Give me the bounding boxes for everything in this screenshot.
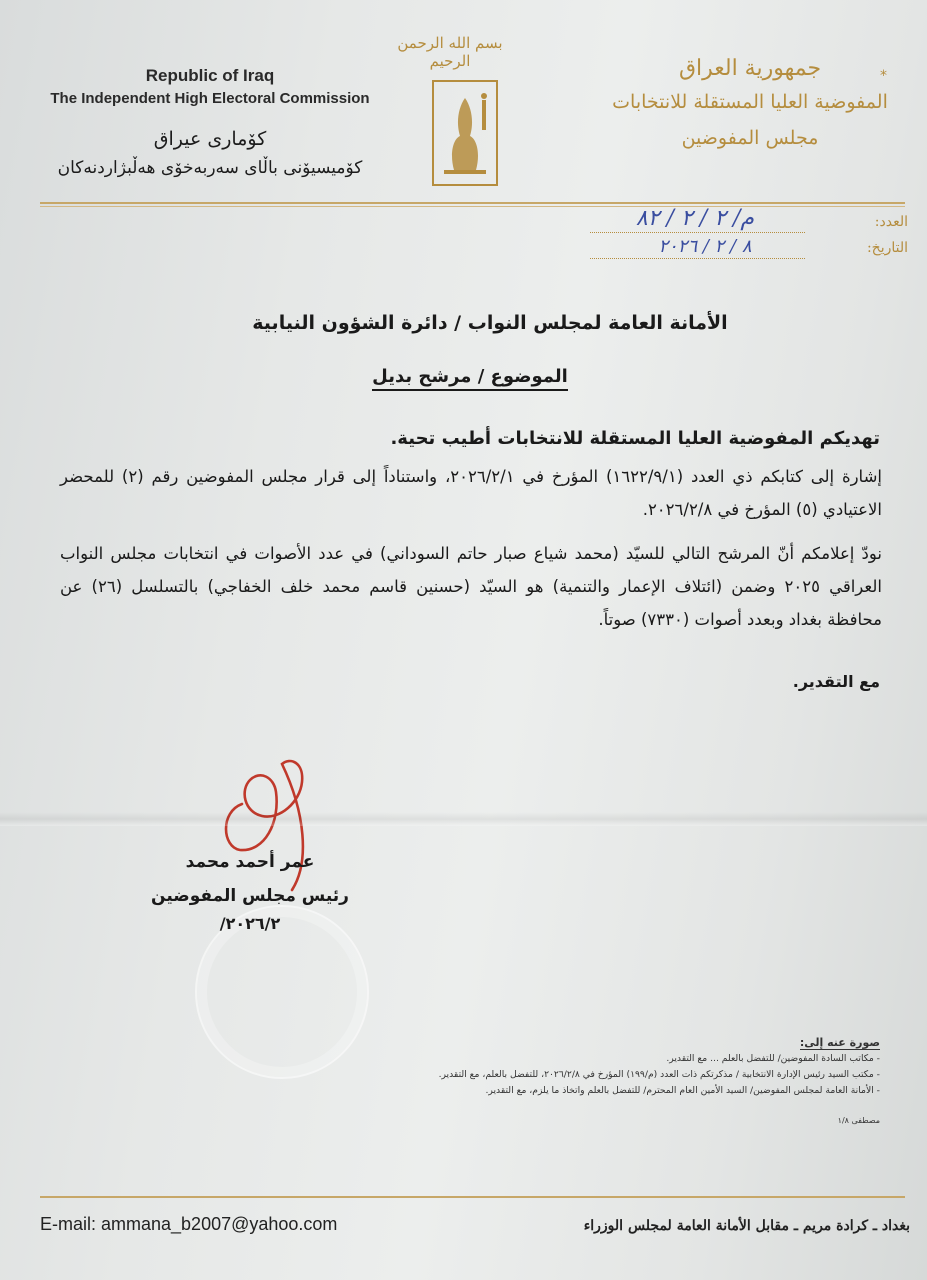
signer-title: رئيس مجلس المفوضين [151, 886, 349, 906]
copies-heading [560, 1036, 880, 1049]
ref-date-line [590, 258, 805, 259]
letterhead-english [40, 66, 380, 107]
copy-item: - الأمانة العامة لمجلس المفوضين/ السيد الأمين العام المحترم/ للتفضل بالعلم واتخاذ ما يلزم، مع التقدير. [485, 1085, 880, 1096]
council-name-ar: مجلس المفوضين [681, 127, 819, 149]
closing-regards: مع التقدير. [792, 672, 880, 691]
typist-initials: مصطفى ١/٨ [837, 1116, 880, 1125]
ref-number-label: العدد: [874, 214, 908, 230]
republic-name-kurdish: کۆماری عیراق [153, 128, 267, 150]
paragraph-announcement: نودّ إعلامكم أنّ المرشح التالي للسيّد (محمد شياع صبار حاتم السوداني) في عدد الأصوات في انتخابات مجلس النواب العراقي ٢٠٢٥ وضمن (ائتلاف الإعمار والتنمية) هو السيّد (حسنين قاسم محمد خلف الخفاجي) بالتسلسل (٢٦) عن محافظة بغداد وبعدد أصوات (٧٣٣٠) صوتاً. [60, 544, 882, 629]
commission-name-kurdish: کۆمیسیۆنی باڵای سەربەخۆی هەڵبژاردنەکان [57, 158, 363, 178]
subject [300, 366, 640, 387]
recipient: الأمانة العامة لمجلس النواب / دائرة الشؤون النيابية [252, 312, 728, 334]
ref-date-label: التاريخ: [866, 240, 908, 256]
greeting: تهديكم المفوضية العليا المستقلة للانتخابات أطيب تحية. [390, 428, 880, 449]
footer-divider [40, 1196, 905, 1198]
basmala: بسم الله الرحمن الرحيم [397, 34, 503, 70]
signature-date: ٢٠٢٦/٢/ [219, 914, 281, 933]
paper-fold [0, 812, 927, 826]
ref-number-value: م/ ٢ / ٢ / ٨٢ [635, 206, 755, 231]
signer-name: عمر أحمد محمد [185, 852, 315, 872]
copies-heading-text: صورة عنه إلى: [799, 1036, 880, 1049]
republic-name-en: Republic of Iraq [145, 66, 275, 85]
header-divider [40, 202, 905, 204]
republic-name-ar: جمهورية العراق [678, 56, 822, 81]
ref-date-value: ٨ / ٢ / ٢٠٢٦ [658, 236, 752, 257]
paragraph-reference: إشارة إلى كتابكم ذي العدد (١٦٢٢/٩/١) المؤرخ في ٢٠٢٦/٢/١، واستناداً إلى قرار مجلس المفوضين رقم (٢) للمحضر الاعتيادي (٥) المؤرخ في ٢٠٢٦/٢/٨. [60, 467, 882, 519]
star-mark: * [880, 68, 887, 84]
commission-name-en: The Independent High Electoral Commission [50, 90, 370, 107]
copy-item: - مكتب السيد رئيس الإدارة الانتخابية / مذكرتكم ذات العدد (م/١٩٩) المؤرخ في ٢٠٢٦/٢/٨، للتفضل بالعلم، مع التقدير. [438, 1069, 880, 1080]
commission-emblem-icon [430, 78, 500, 188]
copy-item: - مكاتب السادة المفوضين/ للتفضل بالعلم ... مع التقدير. [666, 1053, 880, 1064]
footer-email: E-mail: ammana_b2007@yahoo.com [40, 1214, 338, 1234]
subject-text: الموضوع / مرشح بديل [372, 366, 568, 391]
footer-address: بغداد ـ كرادة مريم ـ مقابل الأمانة العامة لمجلس الوزراء [583, 1218, 910, 1234]
letterhead-arabic [585, 56, 915, 149]
commission-name-ar: المفوضية العليا المستقلة للانتخابات [612, 91, 888, 113]
ref-number-line [590, 232, 805, 233]
